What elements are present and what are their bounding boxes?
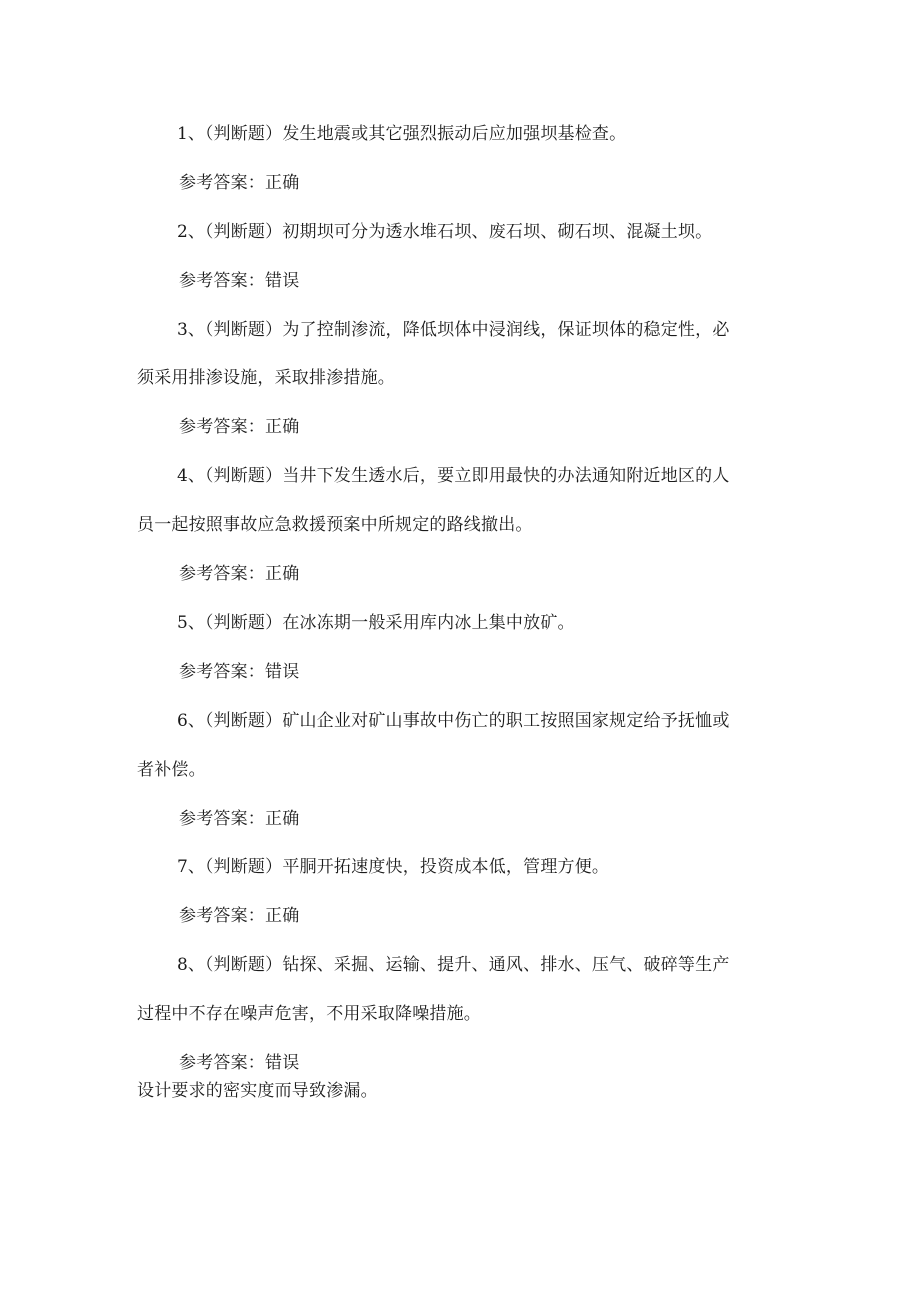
answer-value: 正确: [265, 906, 300, 926]
answer-label: 参考答案：: [179, 906, 265, 926]
question-text: 在冰冻期一般采用库内冰上集中放矿。: [282, 613, 575, 633]
answer-1: [179, 172, 299, 194]
question-1: [177, 123, 626, 145]
answer-3: [179, 416, 299, 438]
trailing-text: 设计要求的密实度而导致渗漏。: [137, 1081, 378, 1101]
question-type: （判断题）: [204, 222, 283, 242]
answer-label: 参考答案：: [179, 1053, 265, 1073]
question-4-continuation: [137, 514, 533, 536]
question-text: 为了控制渗流，降低坝体中浸润线，保证坝体的稳定性，必: [282, 320, 730, 340]
answer-value: 错误: [265, 662, 300, 682]
question-5: [177, 612, 575, 634]
question-2: [177, 221, 712, 243]
question-number: 6、: [177, 711, 205, 731]
answer-4: [179, 563, 299, 585]
question-type: （判断题）: [204, 711, 283, 731]
question-type: （判断题）: [204, 857, 283, 877]
question-type: （判断题）: [204, 466, 283, 486]
answer-value: 正确: [265, 809, 300, 829]
question-type: （判断题）: [204, 320, 283, 340]
answer-value: 错误: [265, 271, 300, 291]
question-8-continuation: [137, 1003, 481, 1025]
question-3-continuation: [137, 367, 395, 389]
question-3: [177, 319, 730, 341]
question-7: [177, 856, 609, 878]
answer-label: 参考答案：: [179, 173, 265, 193]
question-text: 者补偿。: [137, 760, 206, 780]
answer-8: [179, 1052, 299, 1074]
answer-label: 参考答案：: [179, 271, 265, 291]
question-number: 5、: [177, 613, 205, 633]
question-8: [177, 954, 730, 976]
question-6-continuation: [137, 759, 206, 781]
question-text: 钻探、采掘、运输、提升、通风、排水、压气、破碎等生产: [282, 955, 730, 975]
question-text: 须采用排渗设施，采取排渗措施。: [137, 368, 395, 388]
question-text: 发生地震或其它强烈振动后应加强坝基检查。: [282, 124, 627, 144]
answer-value: 错误: [265, 1053, 300, 1073]
question-number: 4、: [177, 466, 205, 486]
question-number: 2、: [177, 222, 205, 242]
answer-2: [179, 270, 299, 292]
question-text: 平胴开拓速度快，投资成本低，管理方便。: [282, 857, 610, 877]
question-number: 7、: [177, 857, 205, 877]
question-text: 员一起按照事故应急救援预案中所规定的路线撤出。: [137, 515, 533, 535]
answer-label: 参考答案：: [179, 417, 265, 437]
question-text: 矿山企业对矿山事故中伤亡的职工按照国家规定给予抚恤或: [282, 711, 730, 731]
question-text: 过程中不存在噪声危害，不用采取降噪措施。: [137, 1004, 481, 1024]
question-type: （判断题）: [204, 613, 283, 633]
answer-label: 参考答案：: [179, 809, 265, 829]
question-number: 1、: [177, 124, 205, 144]
question-text: 当井下发生透水后，要立即用最快的办法通知附近地区的人: [282, 466, 730, 486]
answer-value: 正确: [265, 417, 300, 437]
answer-label: 参考答案：: [179, 662, 265, 682]
question-4: [177, 465, 730, 487]
answer-value: 正确: [265, 173, 300, 193]
question-text: 初期坝可分为透水堆石坝、废石坝、砌石坝、混凝土坝。: [282, 222, 713, 242]
answer-7: [179, 905, 299, 927]
question-number: 3、: [177, 320, 205, 340]
question-6: [177, 710, 730, 732]
answer-value: 正确: [265, 564, 300, 584]
answer-6: [179, 808, 299, 830]
question-type: （判断题）: [204, 124, 283, 144]
answer-5: [179, 661, 299, 683]
answer-label: 参考答案：: [179, 564, 265, 584]
question-type: （判断题）: [204, 955, 283, 975]
question-number: 8、: [177, 955, 205, 975]
